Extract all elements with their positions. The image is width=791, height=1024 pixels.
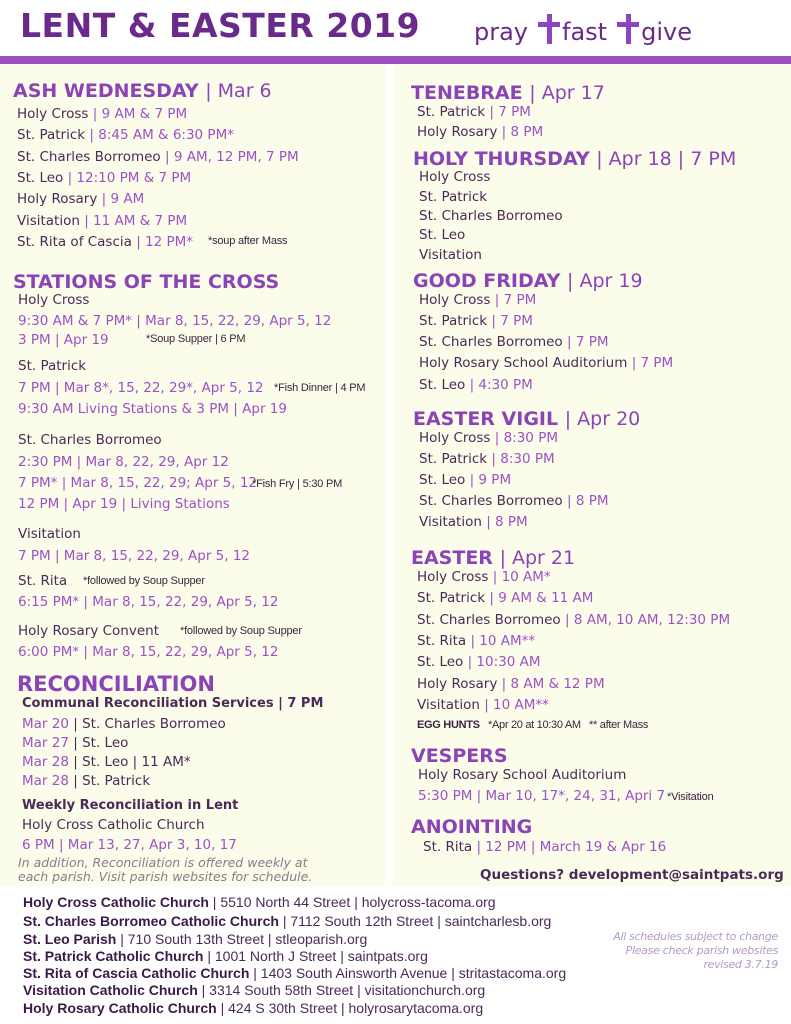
list-item: Holy Cross | 8:30 PM — [419, 430, 558, 446]
parish-name: St. Patrick — [18, 358, 87, 374]
list-item: St. Charles Borromeo — [419, 208, 563, 224]
note: *Fish Dinner | 4 PM — [274, 382, 366, 394]
list-item: St. Patrick | 7 PM — [419, 313, 533, 329]
list-item: St. Leo — [419, 227, 466, 243]
egg-hunts-note: EGG HUNTS *Apr 20 at 10:30 AM ** after Mass — [417, 719, 649, 731]
reconciliation-note: In addition, Reconciliation is offered weekly at each parish. Visit parish websites for schedule. — [18, 855, 313, 884]
list-item: Mar 28 | St. Leo | 11 AM* — [22, 754, 191, 770]
note: *Fish Fry | 5:30 PM — [252, 478, 343, 490]
schedule-line: 6:15 PM* | Mar 8, 15, 22, 29, Apr 5, 12 — [18, 594, 279, 610]
section-title-stations: STATIONS OF THE CROSS — [13, 271, 280, 293]
list-item: Visitation | 10 AM** — [417, 697, 549, 713]
parish-name: Visitation — [18, 526, 81, 542]
footer-parish: St. Rita of Cascia Catholic Church | 1403 South Ainsworth Avenue | stritastacoma.org — [23, 965, 567, 981]
list-item: St. Rita | 10 AM** — [417, 633, 536, 649]
list-item: Holy Cross | 7 PM — [419, 292, 537, 308]
note: *followed by Soup Supper — [83, 575, 205, 587]
footer-parish: Visitation Catholic Church | 3314 South 58th Street | visitationchurch.org — [23, 982, 486, 998]
list-item: St. Patrick | 7 PM — [417, 104, 531, 120]
list-item: St. Rita | 12 PM | March 19 & Apr 16 — [423, 839, 667, 855]
vespers-time: 5:30 PM | Mar 10, 17*, 24, 31, Apri 7 — [418, 788, 666, 804]
weekly-heading: Weekly Reconciliation in Lent — [22, 798, 239, 813]
schedule-line: 2:30 PM | Mar 8, 22, 29, Apr 12 — [18, 454, 229, 470]
list-item: Mar 27 | St. Leo — [22, 735, 129, 751]
cross-icon — [538, 14, 560, 44]
list-item: St. Leo | 10:30 AM — [417, 654, 541, 670]
section-title-anointing: ANOINTING — [411, 816, 533, 838]
list-item: St. Leo | 12:10 PM & 7 PM — [17, 170, 192, 186]
list-item: Holy Rosary School Auditorium | 7 PM — [419, 355, 674, 371]
section-title-ash-wednesday: ASH WEDNESDAY | Mar 6 — [13, 80, 272, 102]
schedule-line: 7 PM* | Mar 8, 15, 22, 29; Apr 5, 12 — [18, 475, 258, 491]
list-item: Holy Cross | 9 AM & 7 PM — [17, 106, 188, 122]
list-item: Mar 28 | St. Patrick — [22, 773, 151, 789]
vespers-place: Holy Rosary School Auditorium — [418, 767, 627, 783]
weekly-place: Holy Cross Catholic Church — [22, 817, 205, 833]
header — [0, 0, 791, 56]
list-item: Holy Cross — [419, 169, 491, 185]
list-item: Holy Rosary | 8 PM — [417, 124, 544, 140]
footer-parish: St. Leo Parish | 710 South 13th Street | stleoparish.org — [23, 931, 368, 947]
list-item: St. Charles Borromeo | 9 AM, 12 PM, 7 PM — [17, 149, 299, 165]
footer-parish: Holy Cross Catholic Church | 5510 North 44 Street | holycross-tacoma.org — [23, 894, 496, 910]
list-item: St. Rita of Cascia | 12 PM* — [17, 234, 194, 250]
list-item: Visitation — [419, 247, 482, 263]
parish-name: St. Rita — [18, 573, 68, 589]
list-item: St. Patrick | 8:30 PM — [419, 451, 555, 467]
list-item: St. Charles Borromeo | 8 PM — [419, 493, 609, 509]
parish-name: Holy Rosary Convent — [18, 623, 159, 639]
header-divider — [0, 56, 791, 64]
page-title: LENT & EASTER 2019 — [20, 6, 421, 45]
tagline-give: give — [641, 18, 692, 46]
list-item: St. Charles Borromeo | 8 AM, 10 AM, 12:30 PM — [417, 612, 731, 628]
list-item: Holy Rosary | 8 AM & 12 PM — [417, 676, 605, 692]
list-item: Holy Cross | 10 AM* — [417, 569, 551, 585]
list-item: Mar 20 | St. Charles Borromeo — [22, 716, 226, 732]
list-item: St. Charles Borromeo | 7 PM — [419, 334, 609, 350]
communal-heading: Communal Reconciliation Services | 7 PM — [22, 696, 324, 711]
schedule-line: 3 PM | Apr 19 — [18, 332, 109, 348]
list-item: St. Patrick — [419, 189, 488, 205]
footer-parish: St. Patrick Catholic Church | 1001 North J Street | saintpats.org — [23, 948, 428, 964]
section-title-holy-thursday: HOLY THURSDAY | Apr 18 | 7 PM — [413, 148, 737, 170]
parish-name: St. Charles Borromeo — [18, 432, 162, 448]
footer-parish: Holy Rosary Catholic Church | 424 S 30th Street | holyrosarytacoma.org — [23, 1000, 484, 1016]
schedule-line: 7 PM | Mar 8, 15, 22, 29, Apr 5, 12 — [18, 548, 251, 564]
disclaimer: All schedules subject to change Please check parish websites revised 3.7.19 — [613, 930, 778, 971]
schedule-line: 9:30 AM Living Stations & 3 PM | Apr 19 — [18, 401, 287, 417]
list-item: St. Patrick | 8:45 AM & 6:30 PM* — [17, 127, 234, 143]
note: *Visitation — [667, 791, 714, 803]
section-title-reconciliation: RECONCILIATION — [17, 672, 215, 696]
weekly-time: 6 PM | Mar 13, 27, Apr 3, 10, 17 — [22, 837, 237, 853]
list-item: St. Leo | 9 PM — [419, 472, 512, 488]
schedule-line: 9:30 AM & 7 PM* | Mar 8, 15, 22, 29, Apr 5, 12 — [18, 313, 332, 329]
tagline-fast: fast — [562, 18, 608, 46]
parish-name: Holy Cross — [18, 292, 90, 308]
note: *soup after Mass — [208, 235, 288, 247]
note: *followed by Soup Supper — [180, 625, 302, 637]
section-title-easter: EASTER | Apr 21 — [411, 547, 576, 569]
section-title-tenebrae: TENEBRAE | Apr 17 — [411, 82, 605, 104]
schedule-line: 7 PM | Mar 8*, 15, 22, 29*, Apr 5, 12 — [18, 380, 264, 396]
list-item: Holy Rosary | 9 AM — [17, 191, 145, 207]
section-title-good-friday: GOOD FRIDAY | Apr 19 — [413, 270, 643, 292]
schedule-line: 6:00 PM* | Mar 8, 15, 22, 29, Apr 5, 12 — [18, 644, 279, 660]
schedule-line: 12 PM | Apr 19 | Living Stations — [18, 496, 230, 512]
section-title-vespers: VESPERS — [411, 745, 508, 767]
note: *Soup Supper | 6 PM — [146, 333, 246, 345]
list-item: Visitation | 8 PM — [419, 514, 528, 530]
tagline-pray: pray — [474, 18, 529, 46]
section-title-easter-vigil: EASTER VIGIL | Apr 20 — [413, 408, 641, 430]
tagline — [474, 14, 694, 46]
questions-contact: Questions? development@saintpats.org — [480, 867, 784, 883]
list-item: St. Patrick | 9 AM & 11 AM — [417, 590, 594, 606]
cross-icon — [617, 14, 639, 44]
footer-parish: St. Charles Borromeo Catholic Church | 7112 South 12th Street | saintcharlesb.org — [23, 913, 552, 929]
list-item: Visitation | 11 AM & 7 PM — [17, 213, 188, 229]
list-item: St. Leo | 4:30 PM — [419, 377, 533, 393]
